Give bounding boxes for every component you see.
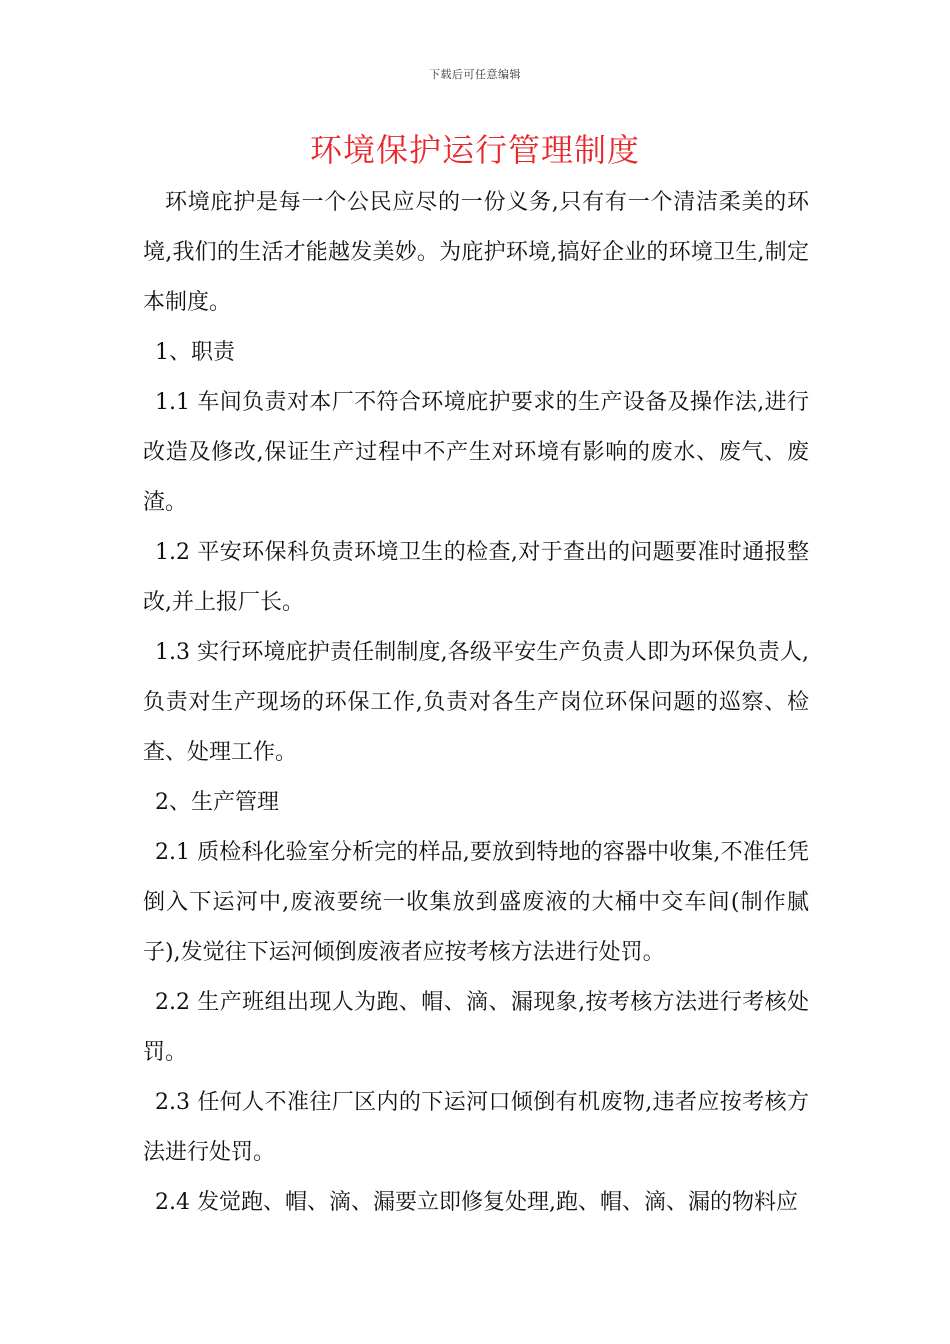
clause-2-4: 2.4 发觉跑、帽、滴、漏要立即修复处理,跑、帽、滴、漏的物料应	[155, 1190, 798, 1215]
section-heading-responsibilities: 1、职责	[155, 340, 235, 365]
document-body	[143, 178, 809, 1228]
clause-2-2: 2.2 生产班组出现人为跑、帽、滴、漏现象,按考核方法进行考核处罚。	[143, 990, 809, 1065]
clause-2-1: 2.1 质检科化验室分析完的样品,要放到特地的容器中收集,不准任凭倒入下运河中,废液要统一收集放到盛废液的大桶中交车间(制作腻子),发觉往下运河倾倒废液者应按考核方法进行处罚。	[143, 840, 809, 965]
page-header-note: 下载后可任意编辑	[429, 68, 521, 81]
document-title: 环境保护运行管理制度	[309, 131, 640, 169]
clause-2-3: 2.3 任何人不准往厂区内的下运河口倾倒有机废物,违者应按考核方法进行处罚。	[143, 1090, 809, 1165]
clause-1-2: 1.2 平安环保科负责环境卫生的检查,对于查出的问题要准时通报整改,并上报厂长。	[143, 540, 809, 615]
clause-1-3: 1.3 实行环境庇护责任制制度,各级平安生产负责人即为环保负责人,负责对生产现场的环保工作,负责对各生产岗位环保问题的巡察、检查、处理工作。	[143, 640, 809, 765]
intro-paragraph: 环境庇护是每一个公民应尽的一份义务,只有有一个清洁柔美的环境,我们的生活才能越发美妙。为庇护环境,搞好企业的环境卫生,制定本制度。	[143, 190, 809, 315]
clause-1-1: 1.1 车间负责对本厂不符合环境庇护要求的生产设备及操作法,进行改造及修改,保证生产过程中不产生对环境有影响的废水、废气、废渣。	[143, 390, 809, 515]
section-heading-production-management: 2、生产管理	[155, 790, 279, 815]
